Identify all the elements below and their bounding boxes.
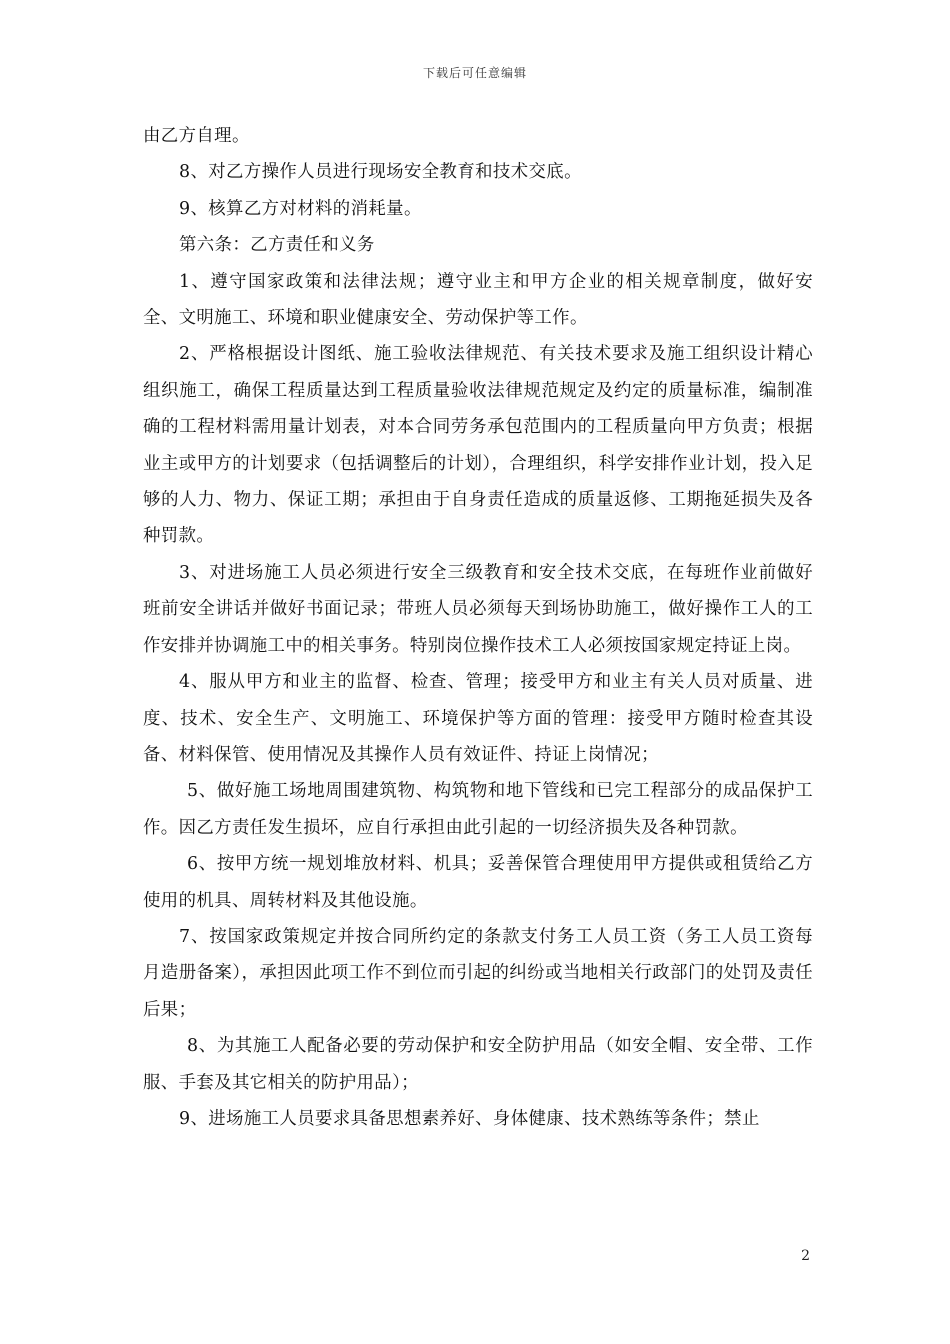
- paragraph-duty-8: 8、为其施工人配备必要的劳动保护和安全防护用品（如安全帽、安全带、工作服、手套及其它相关的防护用品）；: [143, 1036, 813, 1093]
- paragraph-duty-3: 3、对进场施工人员必须进行安全三级教育和安全技术交底，在每班作业前做好班前安全讲话并做好书面记录；带班人员必须每天到场协助施工，做好操作工人的工作安排并协调施工中的相关事务。特别岗位操作技术工人必须按国家规定持证上岗。: [143, 562, 813, 656]
- paragraph-item-8: 8、对乙方操作人员进行现场安全教育和技术交底。: [179, 162, 582, 183]
- page-header: 下载后可任意编辑: [422, 66, 527, 80]
- page-number: 2: [801, 1248, 810, 1264]
- document-body: [143, 118, 813, 1137]
- paragraph-duty-4: 4、服从甲方和业主的监督、检查、管理；接受甲方和业主有关人员对质量、进度、技术、安全生产、文明施工、环境保护等方面的管理：接受甲方随时检查其设备、材料保管、使用情况及其操作人员有效证件、持证上岗情况；: [143, 672, 813, 765]
- paragraph-duty-6: 6、按甲方统一规划堆放材料、机具；妥善保管合理使用甲方提供或租赁给乙方使用的机具、周转材料及其他设施。: [143, 854, 813, 911]
- paragraph-duty-7: 7、按国家政策规定并按合同所约定的条款支付务工人员工资（务工人员工资每月造册备案），承担因此项工作不到位而引起的纠纷或当地相关行政部门的处罚及责任后果；: [143, 926, 813, 1020]
- section-heading: 第六条：乙方责任和义务: [179, 235, 375, 256]
- paragraph-duty-9: 9、进场施工人员要求具备思想素养好、身体健康、技术熟练等条件；禁止: [179, 1108, 760, 1129]
- paragraph-duty-1: 1、遵守国家政策和法律法规；遵守业主和甲方企业的相关规章制度，做好安全、文明施工、环境和职业健康安全、劳动保护等工作。: [143, 271, 813, 329]
- paragraph-duty-2: 2、严格根据设计图纸、施工验收法律规范、有关技术要求及施工组织设计精心组织施工，确保工程质量达到工程质量验收法律规范规定及约定的质量标准，编制准确的工程材料需用量计划表，对本合同劳务承包范围内的工程质量向甲方负责；根据业主或甲方的计划要求（包括调整后的计划），合理组织，科学安排作业计划，投入足够的人力、物力、保证工期；承担由于自身责任造成的质量返修、工期拖延损失及各种罚款。: [143, 344, 813, 547]
- paragraph-duty-5: 5、做好施工场地周围建筑物、构筑物和地下管线和已完工程部分的成品保护工作。因乙方责任发生损坏，应自行承担由此引起的一切经济损失及各种罚款。: [143, 781, 813, 838]
- paragraph-continuation: 由乙方自理。: [143, 126, 250, 146]
- paragraph-item-9: 9、核算乙方对材料的消耗量。: [179, 198, 422, 219]
